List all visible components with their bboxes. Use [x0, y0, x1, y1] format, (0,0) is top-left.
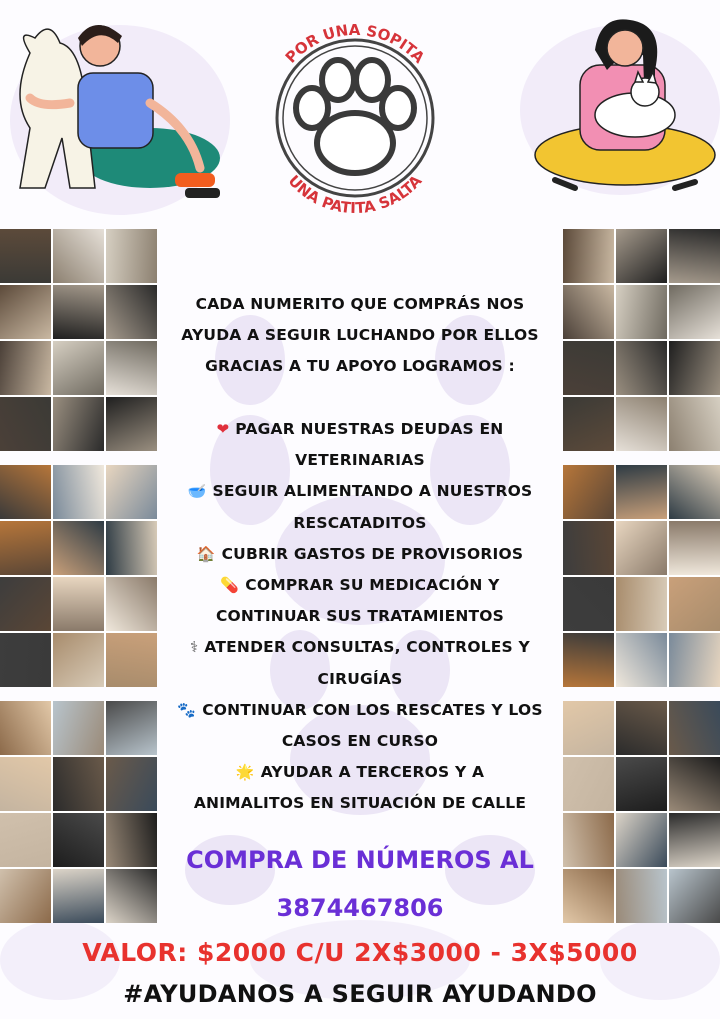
phone-number[interactable]: 3874467806 [276, 894, 444, 922]
rescue-photo [616, 397, 667, 451]
rescue-photo [106, 869, 157, 923]
rescue-photo [616, 869, 667, 923]
achievement-text: CUBRIR GASTOS DE PROVISORIOS [221, 544, 524, 563]
rescue-photo [0, 397, 51, 451]
house-icon: 🏠 [196, 544, 216, 563]
rescue-photo-collage-right-bottom [563, 701, 720, 923]
rescue-photo-collage-right-middle [563, 465, 720, 687]
rescue-photo [669, 521, 720, 575]
rescue-photo [563, 397, 614, 451]
achievement-text: CASOS EN CURSO [281, 732, 439, 751]
rescue-photo [563, 577, 614, 631]
rescue-photo [106, 341, 157, 395]
achievement-line [165, 664, 555, 695]
rescue-photo-collage-left-middle [0, 465, 157, 687]
rescue-photo [0, 577, 51, 631]
rescue-photo [563, 869, 614, 923]
rescue-photo [563, 701, 614, 755]
rescue-photo [616, 521, 667, 575]
rescue-photo [563, 465, 614, 519]
rescue-photo [563, 813, 614, 867]
achievement-line [165, 445, 555, 476]
achievement-line [165, 476, 555, 507]
rescue-photo [669, 341, 720, 395]
rescue-photo [616, 341, 667, 395]
achievement-line [165, 414, 555, 445]
achievement-line [165, 632, 555, 663]
achievement-text: ANIMALITOS EN SITUACIÓN DE CALLE [193, 794, 527, 813]
rescue-photo [616, 701, 667, 755]
paw-prints-icon: 🐾 [177, 700, 197, 719]
buy-numbers-cta [165, 836, 555, 932]
rescue-photo [106, 633, 157, 687]
rescue-photo [669, 397, 720, 451]
rescue-photo [0, 341, 51, 395]
pill-icon: 💊 [220, 576, 240, 595]
achievement-line [165, 539, 555, 570]
rescue-photo [0, 633, 51, 687]
achievement-line [165, 757, 555, 788]
achievement-text: SEGUIR ALIMENTANDO A NUESTROS [212, 482, 533, 501]
rescue-photo [563, 229, 614, 283]
rescue-photo [53, 521, 104, 575]
stethoscope-icon: ⚕ [190, 638, 199, 657]
man-hugging-dog-illustration [0, 8, 225, 208]
rescue-photo-collage-right-top [563, 229, 720, 451]
rescue-photo [53, 633, 104, 687]
rescue-photo-collage-left-top [0, 229, 157, 451]
rescue-photo [106, 229, 157, 283]
rescue-photo [0, 813, 51, 867]
rescue-photo [669, 701, 720, 755]
achievement-text: VETERINARIAS [295, 451, 425, 470]
por-una-sopita-logo [250, 8, 460, 228]
rescue-photo [669, 465, 720, 519]
rescue-photo [616, 465, 667, 519]
achievement-line [165, 788, 555, 819]
rescue-photo [0, 701, 51, 755]
rescue-photo [669, 229, 720, 283]
achievement-text: CIRUGÍAS [317, 669, 403, 688]
achievement-text: AYUDAR A TERCEROS Y A [260, 763, 485, 782]
rescue-photo [616, 285, 667, 339]
rescue-photo [616, 229, 667, 283]
rescue-photo [53, 465, 104, 519]
intro-line: AYUDA A SEGUIR LUCHANDO POR ELLOS [181, 326, 539, 344]
rescue-photo [0, 285, 51, 339]
rescue-photo [669, 813, 720, 867]
rescue-photo [106, 757, 157, 811]
intro-line: CADA NUMERITO QUE COMPRÁS NOS [195, 295, 525, 313]
rescue-photo [0, 757, 51, 811]
rescue-photo [106, 465, 157, 519]
hashtag-text: #AYUDANOS A SEGUIR AYUDANDO [123, 980, 597, 1008]
food-bowl-icon: 🥣 [187, 482, 207, 501]
achievement-line [165, 570, 555, 601]
rescue-photo [53, 577, 104, 631]
rescue-photo [106, 397, 157, 451]
achievements-list [165, 414, 555, 820]
logo-top-text: POR UNA SOPITA [281, 20, 429, 67]
rescue-photo [563, 757, 614, 811]
achievement-line [165, 601, 555, 632]
rescue-photo [53, 813, 104, 867]
rescue-photo [563, 521, 614, 575]
star-icon: 🌟 [235, 763, 255, 782]
achievement-text: CONTINUAR SUS TRATAMIENTOS [215, 607, 505, 626]
rescue-photo [106, 577, 157, 631]
rescue-photo [53, 397, 104, 451]
achievement-line [165, 508, 555, 539]
achievement-text: PAGAR NUESTRAS DEUDAS EN [235, 420, 504, 438]
cta-line: COMPRA DE NÚMEROS AL [186, 846, 534, 874]
rescue-photo [53, 869, 104, 923]
logo-bottom-text: UNA PATITA SALTA [284, 171, 426, 218]
rescue-photo [563, 285, 614, 339]
achievement-text: ATENDER CONSULTAS, CONTROLES Y [204, 638, 530, 657]
rescue-photo [0, 521, 51, 575]
rescue-photo [106, 813, 157, 867]
rescue-photo-collage-left-bottom [0, 701, 157, 923]
rescue-photo [616, 633, 667, 687]
achievement-text: RESCATADITOS [293, 513, 427, 532]
rescue-photo [669, 869, 720, 923]
rescue-photo [563, 341, 614, 395]
rescue-photo [616, 577, 667, 631]
rescue-photo [0, 229, 51, 283]
achievement-text: COMPRAR SU MEDICACIÓN Y [245, 576, 500, 595]
rescue-photo [53, 701, 104, 755]
rescue-photo [0, 869, 51, 923]
achievement-text: CONTINUAR CON LOS RESCATES Y LOS [202, 700, 543, 719]
rescue-photo [616, 813, 667, 867]
rescue-photo [616, 757, 667, 811]
intro-text [165, 289, 555, 382]
heart-icon: ❤ [216, 420, 230, 438]
rescue-photo [669, 577, 720, 631]
rescue-photo [669, 285, 720, 339]
rescue-photo [53, 341, 104, 395]
rescue-photo [106, 285, 157, 339]
achievement-line [165, 726, 555, 757]
rescue-photo [0, 465, 51, 519]
rescue-photo [53, 285, 104, 339]
rescue-photo [106, 521, 157, 575]
rescue-photo [669, 757, 720, 811]
price-text: VALOR: $2000 C/U 2X$3000 - 3X$5000 [82, 938, 638, 967]
woman-holding-cat-illustration [525, 10, 720, 205]
achievement-line [165, 695, 555, 726]
rescue-photo [669, 633, 720, 687]
rescue-photo [53, 229, 104, 283]
rescue-photo [563, 633, 614, 687]
rescue-photo [53, 757, 104, 811]
rescue-photo [106, 701, 157, 755]
intro-line: GRACIAS A TU APOYO LOGRAMOS : [205, 357, 515, 375]
